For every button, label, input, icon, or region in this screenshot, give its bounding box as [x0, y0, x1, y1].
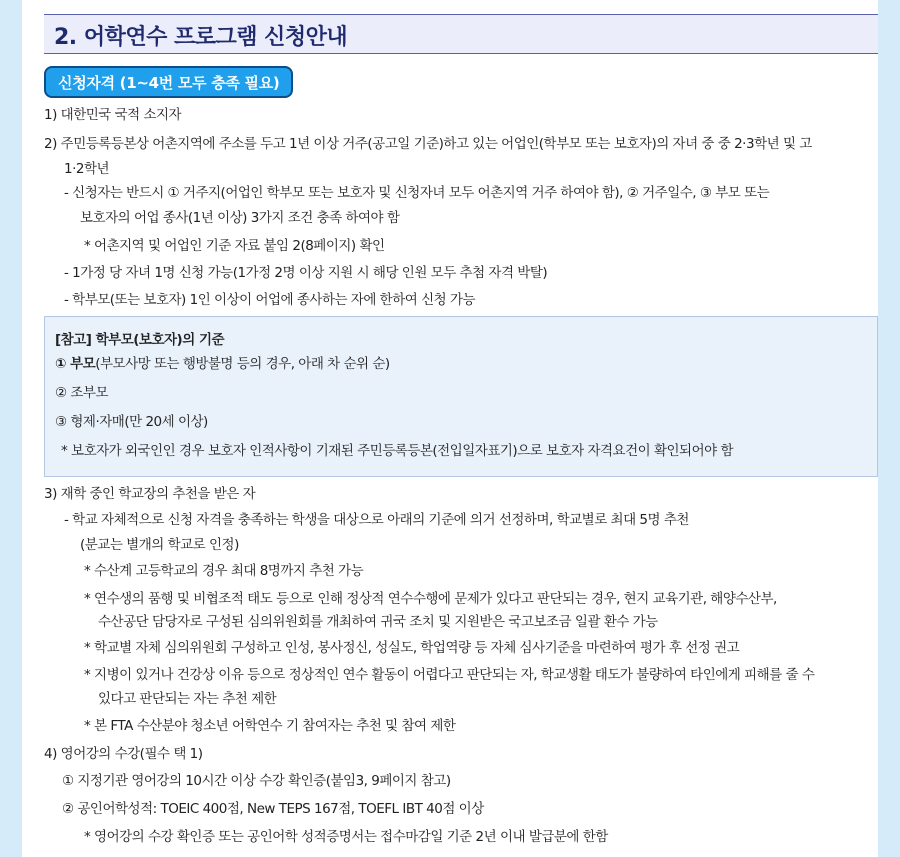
item-3-note-4-line-1: * 지병이 있거나 건강상 이유 등으로 정상적인 연수 활동이 어렵다고 판단되는 자, 학교생활 태도가 불량하여 타인에게 피해를 줄 수: [84, 667, 815, 683]
item-3-note-2-line-1: * 연수생의 품행 및 비협조적 태도 등으로 인해 정상적 연수수행에 문제가 있다고 판단되는 경우, 현지 교육기관, 해양수산부,: [84, 591, 777, 607]
reference-item-1-text: (부모사망 또는 행방불명 등의 경우, 아래 차 순위 순): [95, 356, 390, 372]
reference-item-1: [55, 355, 390, 373]
item-3-note-3: * 학교별 자체 심의위원회 구성하고 인성, 봉사정신, 성실도, 학업역량 등 자체 심사기준을 마련하여 평가 후 선정 권고: [84, 640, 740, 656]
section-title-bar: [44, 14, 878, 54]
reference-title: [참고] 학부모(보호자)의 기준: [55, 332, 225, 348]
item-3a-line-2: (분교는 별개의 학교로 인정): [80, 537, 239, 553]
item-1: 1) 대한민국 국적 소지자: [44, 107, 182, 123]
section-title: 2. 어학연수 프로그램 신청안내: [54, 25, 348, 50]
item-4: 4) 영어강의 수강(필수 택 1): [44, 746, 203, 762]
item-2-line-1: 2) 주민등록등본상 어촌지역에 주소를 두고 1년 이상 거주(공고일 기준)하고 있는 어업인(학부모 또는 보호자)의 자녀 중 중 2·3학년 및 고: [44, 136, 812, 152]
item-2a-line-2: 보호자의 어업 종사(1년 이상) 3가지 조건 충족 하여야 함: [80, 210, 400, 226]
item-4-note: * 영어강의 수강 확인증 또는 공인어학 성적증명서는 접수마감일 기준 2년 이내 발급분에 한함: [84, 829, 608, 845]
item-4-option-1: ① 지정기관 영어강의 10시간 이상 수강 확인증(붙임3, 9페이지 참고): [62, 773, 451, 789]
item-3a-line-1: - 학교 자체적으로 신청 자격을 충족하는 학생을 대상으로 아래의 기준에 의거 선정하며, 학교별로 최대 5명 추천: [64, 512, 689, 528]
eligibility-badge: 신청자격 (1~4번 모두 충족 필요): [44, 66, 293, 98]
reference-box: [44, 316, 878, 477]
reference-item-2: ② 조부모: [55, 385, 109, 401]
item-2c: - 학부모(또는 보호자) 1인 이상이 어업에 종사하는 자에 한하여 신청 가능: [64, 292, 476, 308]
item-3-note-4-line-2: 있다고 판단되는 자는 추천 제한: [98, 691, 277, 707]
document-page: [22, 0, 878, 857]
reference-note: * 보호자가 외국인인 경우 보호자 인적사항이 기재된 주민등록등본(전입일자표기)으로 보호자 자격요건이 확인되어야 함: [61, 443, 733, 459]
item-3-note-2-line-2: 수산공단 담당자로 구성된 심의위원회를 개최하여 귀국 조치 및 지원받은 국고보조금 일괄 환수 가능: [98, 614, 658, 630]
item-4-option-2: ② 공인어학성적: TOEIC 400점, New TEPS 167점, TOEFL IBT 40점 이상: [62, 801, 484, 817]
reference-item-1-label: ① 부모: [55, 356, 96, 372]
item-2-line-2: 1·2학년: [64, 161, 110, 177]
item-3: 3) 재학 중인 학교장의 추천을 받은 자: [44, 486, 256, 502]
item-2b: - 1가정 당 자녀 1명 신청 가능(1가정 2명 이상 지원 시 해당 인원 모두 추첨 자격 박탈): [64, 265, 548, 281]
item-2a-line-1: - 신청자는 반드시 ① 거주지(어업인 학부모 또는 보호자 및 신청자녀 모두 어촌지역 거주 하여야 함), ② 거주일수, ③ 부모 또는: [64, 185, 770, 201]
item-2a-note: * 어촌지역 및 어업인 기준 자료 붙임 2(8페이지) 확인: [84, 238, 385, 254]
item-3-note-1: * 수산계 고등학교의 경우 최대 8명까지 추천 가능: [84, 563, 364, 579]
reference-item-3: ③ 형제·자매(만 20세 이상): [55, 414, 208, 430]
item-3-note-5: * 본 FTA 수산분야 청소년 어학연수 기 참여자는 추천 및 참여 제한: [84, 718, 456, 734]
